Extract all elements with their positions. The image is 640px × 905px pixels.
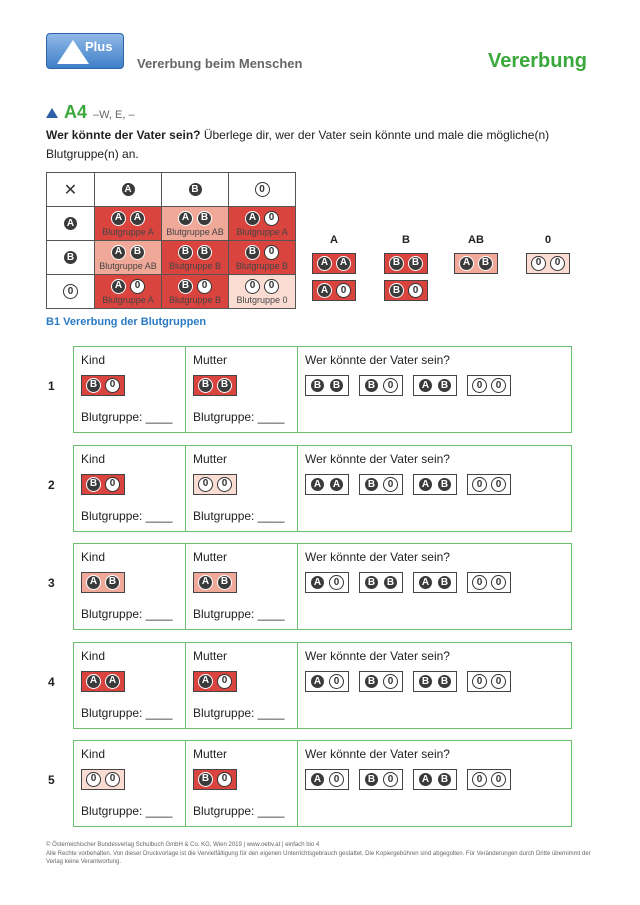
child-column [74,741,186,826]
allele-b-icon: B [437,378,452,393]
father-option[interactable] [413,671,457,692]
father-option[interactable] [305,474,349,495]
allele-a-icon: A [198,674,213,689]
task-instruction [46,126,596,164]
allele-zero-icon: 0 [217,772,232,787]
allele-a-icon: A [418,575,433,590]
father-option[interactable] [467,375,511,396]
allele-b-icon: B [217,378,232,393]
allele-zero-icon: 0 [472,575,487,590]
mother-genotype [193,769,237,790]
father-option[interactable] [359,769,403,790]
footer [46,841,594,867]
mother-genotype [193,474,237,495]
mother-title: Mutter [193,649,228,663]
allele-b-icon: B [408,256,423,271]
allele-b-icon: B [198,772,213,787]
footer-rights: Alle Rechte vorbehalten. Von dieser Druckvorlage ist die Vervielfältigung für den eigenen Unterrichtsgebrauch gestattet. Die Kopiergebühren sind abgegolten. Für Veränderungen durch Dritte übernimmt der Verlag keine Verantwortung. [46,850,591,865]
child-title: Kind [81,747,106,761]
child-title: Kind [81,649,106,663]
child-bloodgroup-blank[interactable]: Blutgruppe: ____ [81,706,173,720]
allele-b-icon: B [437,575,452,590]
allele-b-icon: B [389,283,404,298]
exercise-number: 2 [48,478,55,492]
allele-zero-icon: 0 [472,477,487,492]
task-id: A4 [64,102,88,122]
exercise-box [73,740,572,827]
instruction-rest: Überlege dir, wer der Vater sein könnte und male die mögliche(n) Blutgruppe(n) an. [46,128,550,161]
grid-cell [95,207,162,241]
publisher-logo [46,33,124,69]
father-question: Wer könnte der Vater sein? [305,452,450,466]
allele-b-icon: B [197,245,212,260]
allele-a-icon: A [310,772,325,787]
father-option[interactable] [305,572,349,593]
father-option[interactable] [359,671,403,692]
allele-a-icon: A [86,674,101,689]
father-options-column [298,446,571,531]
child-genotype [81,572,125,593]
legend-swatch [384,253,428,274]
allele-zero-icon: 0 [63,284,78,299]
allele-a-icon: A [418,378,433,393]
grid-col-header: A [95,173,162,207]
exercise-box [73,642,572,729]
allele-b-icon: B [178,279,193,294]
father-option[interactable] [467,769,511,790]
exercise-box [73,346,572,433]
mother-title: Mutter [193,353,228,367]
allele-b-icon: B [197,211,212,226]
topic-title: Vererbung [488,50,587,72]
grid-row-header [47,241,95,275]
task-meta: –W, E, – [93,109,135,121]
child-genotype [81,375,125,396]
legend-label: 0 [544,234,552,246]
father-question: Wer könnte der Vater sein? [305,353,450,367]
child-column [74,544,186,629]
mother-bloodgroup-blank[interactable]: Blutgruppe: ____ [193,509,285,523]
warning-triangle-icon [46,108,58,118]
grid-cell-label: Blutgruppe A [102,294,154,305]
grid-cell-label: Blutgruppe A [102,226,154,237]
exercise-box [73,543,572,630]
allele-zero-icon: 0 [329,575,344,590]
mother-genotype [193,375,237,396]
grid-cell-label: Blutgruppe AB [99,260,157,271]
mother-column [186,544,298,629]
legend-label: AB [468,234,484,246]
mother-bloodgroup-blank[interactable]: Blutgruppe: ____ [193,804,285,818]
grid-cell [95,241,162,275]
father-option[interactable] [359,474,403,495]
legend-swatch [384,280,428,301]
legend-swatch [312,280,356,301]
father-question: Wer könnte der Vater sein? [305,550,450,564]
footer-copyright: © Österreichischer Bundesverlag Schulbuch GmbH & Co. KG, Wien 2019 | www.oebv.at | einfach bio 4 [46,842,320,848]
mother-title: Mutter [193,550,228,564]
grid-cell-label: Blutgruppe A [236,226,288,237]
mother-bloodgroup-blank[interactable]: Blutgruppe: ____ [193,410,285,424]
allele-b-icon: B [63,250,78,265]
figure-caption: B1 Vererbung der Blutgruppen [46,316,207,328]
allele-b-icon: B [437,674,452,689]
grid-col-header: 0 [229,173,296,207]
task-heading [46,102,135,123]
legend-group [448,234,504,280]
allele-b-icon: B [437,477,452,492]
exercise-box [73,445,572,532]
child-column [74,643,186,728]
child-column [74,347,186,432]
father-option[interactable] [305,375,349,396]
child-title: Kind [81,353,106,367]
child-genotype [81,671,125,692]
father-option[interactable] [467,572,511,593]
allele-zero-icon: 0 [408,283,423,298]
father-options-column [298,741,571,826]
allele-zero-icon: 0 [383,378,398,393]
allele-zero-icon: 0 [217,477,232,492]
grid-cell [95,275,162,309]
allele-zero-icon: 0 [217,674,232,689]
child-bloodgroup-blank[interactable]: Blutgruppe: ____ [81,804,173,818]
father-option[interactable] [413,572,457,593]
allele-b-icon: B [478,256,493,271]
allele-a-icon: A [198,575,213,590]
legend-swatch [526,253,570,274]
father-option[interactable] [467,474,511,495]
father-option[interactable] [413,375,457,396]
allele-b-icon: B [105,575,120,590]
grid-row-header [47,207,95,241]
allele-zero-icon: 0 [472,772,487,787]
allele-a-icon: A [105,674,120,689]
grid-cell [229,241,296,275]
child-column [74,446,186,531]
allele-a-icon: A [459,256,474,271]
allele-b-icon: B [86,477,101,492]
child-bloodgroup-blank[interactable]: Blutgruppe: ____ [81,607,173,621]
mother-column [186,347,298,432]
allele-zero-icon: 0 [531,256,546,271]
allele-a-icon: A [310,575,325,590]
allele-a-icon: A [317,283,332,298]
subject-title: Vererbung beim Menschen [137,56,303,71]
allele-zero-icon: 0 [329,674,344,689]
allele-zero-icon: 0 [491,674,506,689]
allele-b-icon: B [437,772,452,787]
mother-genotype [193,572,237,593]
allele-zero-icon: 0 [491,575,506,590]
legend-group [378,234,434,307]
grid-cell [162,207,229,241]
grid-col-header: B [162,173,229,207]
allele-zero-icon: 0 [86,772,101,787]
allele-b-icon: B [178,245,193,260]
allele-zero-icon: 0 [245,279,260,294]
allele-a-icon: A [63,216,78,231]
allele-b-icon: B [418,674,433,689]
allele-zero-icon: 0 [197,279,212,294]
allele-zero-icon: 0 [264,211,279,226]
exercise-number: 1 [48,379,55,393]
allele-zero-icon: 0 [491,772,506,787]
mother-column [186,446,298,531]
mother-bloodgroup-blank[interactable]: Blutgruppe: ____ [193,607,285,621]
grid-cell-label: Blutgruppe 0 [236,294,288,305]
legend-swatch [454,253,498,274]
allele-zero-icon: 0 [329,772,344,787]
child-bloodgroup-blank[interactable]: Blutgruppe: ____ [81,509,173,523]
father-options-column [298,643,571,728]
grid-cell [229,207,296,241]
allele-zero-icon: 0 [198,477,213,492]
mother-bloodgroup-blank[interactable]: Blutgruppe: ____ [193,706,285,720]
child-title: Kind [81,452,106,466]
father-option[interactable] [413,769,457,790]
mother-column [186,643,298,728]
allele-a-icon: A [245,211,260,226]
allele-zero-icon: 0 [105,477,120,492]
allele-zero-icon: 0 [336,283,351,298]
allele-zero-icon: 0 [491,378,506,393]
instruction-bold: Wer könnte der Vater sein? [46,128,201,142]
mother-title: Mutter [193,452,228,466]
allele-zero-icon: 0 [264,245,279,260]
allele-zero-icon: 0 [383,477,398,492]
allele-a-icon: A [111,279,126,294]
grid-row-header [47,275,95,309]
allele-a-icon: A [86,575,101,590]
father-option[interactable] [413,474,457,495]
allele-zero-icon: 0 [383,674,398,689]
grid-cell-label: Blutgruppe B [168,260,222,271]
allele-zero-icon: 0 [105,772,120,787]
allele-a-icon: A [310,477,325,492]
punnett-grid [46,172,296,309]
allele-b-icon: B [364,477,379,492]
allele-b-icon: B [364,378,379,393]
allele-b-icon: B [86,378,101,393]
grid-cell-label: Blutgruppe B [168,294,222,305]
grid-cell [229,275,296,309]
allele-zero-icon: 0 [491,477,506,492]
allele-zero-icon: 0 [264,279,279,294]
allele-a-icon: A [317,256,332,271]
allele-a-icon: A [336,256,351,271]
logo-text: Plus [85,39,113,54]
allele-zero-icon: 0 [472,378,487,393]
mother-column [186,741,298,826]
father-options-column [298,544,571,629]
father-option[interactable] [305,769,349,790]
allele-zero-icon: 0 [105,378,120,393]
allele-zero-icon: 0 [383,772,398,787]
father-option[interactable] [467,671,511,692]
father-option[interactable] [359,572,403,593]
allele-b-icon: B [198,378,213,393]
allele-b-icon: B [364,674,379,689]
allele-a-icon: A [111,245,126,260]
allele-a-icon: A [310,674,325,689]
allele-b-icon: B [245,245,260,260]
allele-a-icon: A [418,772,433,787]
allele-a-icon: A [178,211,193,226]
grid-cell [162,241,229,275]
allele-b-icon: B [389,256,404,271]
mother-genotype [193,671,237,692]
allele-a-icon: A [130,211,145,226]
allele-a-icon: A [329,477,344,492]
grid-cell-label: Blutgruppe B [235,260,289,271]
father-option[interactable] [305,671,349,692]
allele-b-icon: B [383,575,398,590]
allele-b-icon: B [310,378,325,393]
allele-a-icon: A [111,211,126,226]
grid-cell-label: Blutgruppe AB [166,226,224,237]
father-options-column [298,347,571,432]
allele-zero-icon: 0 [472,674,487,689]
child-bloodgroup-blank[interactable]: Blutgruppe: ____ [81,410,173,424]
father-question: Wer könnte der Vater sein? [305,649,450,663]
allele-b-icon: B [329,378,344,393]
legend-label: B [402,234,410,246]
allele-zero-icon: 0 [550,256,565,271]
legend-group [520,234,576,280]
exercise-number: 3 [48,576,55,590]
child-title: Kind [81,550,106,564]
child-genotype [81,769,125,790]
exercise-number: 5 [48,773,55,787]
child-genotype [81,474,125,495]
mother-title: Mutter [193,747,228,761]
allele-a-icon: A [418,477,433,492]
father-option[interactable] [359,375,403,396]
grid-corner: ✕ [47,173,95,207]
allele-b-icon: B [217,575,232,590]
father-question: Wer könnte der Vater sein? [305,747,450,761]
legend-group [306,234,362,307]
allele-zero-icon: 0 [130,279,145,294]
allele-b-icon: B [364,772,379,787]
legend-label: A [330,234,338,246]
grid-cell [162,275,229,309]
exercise-number: 4 [48,675,55,689]
allele-b-icon: B [130,245,145,260]
legend-swatch [312,253,356,274]
allele-b-icon: B [364,575,379,590]
